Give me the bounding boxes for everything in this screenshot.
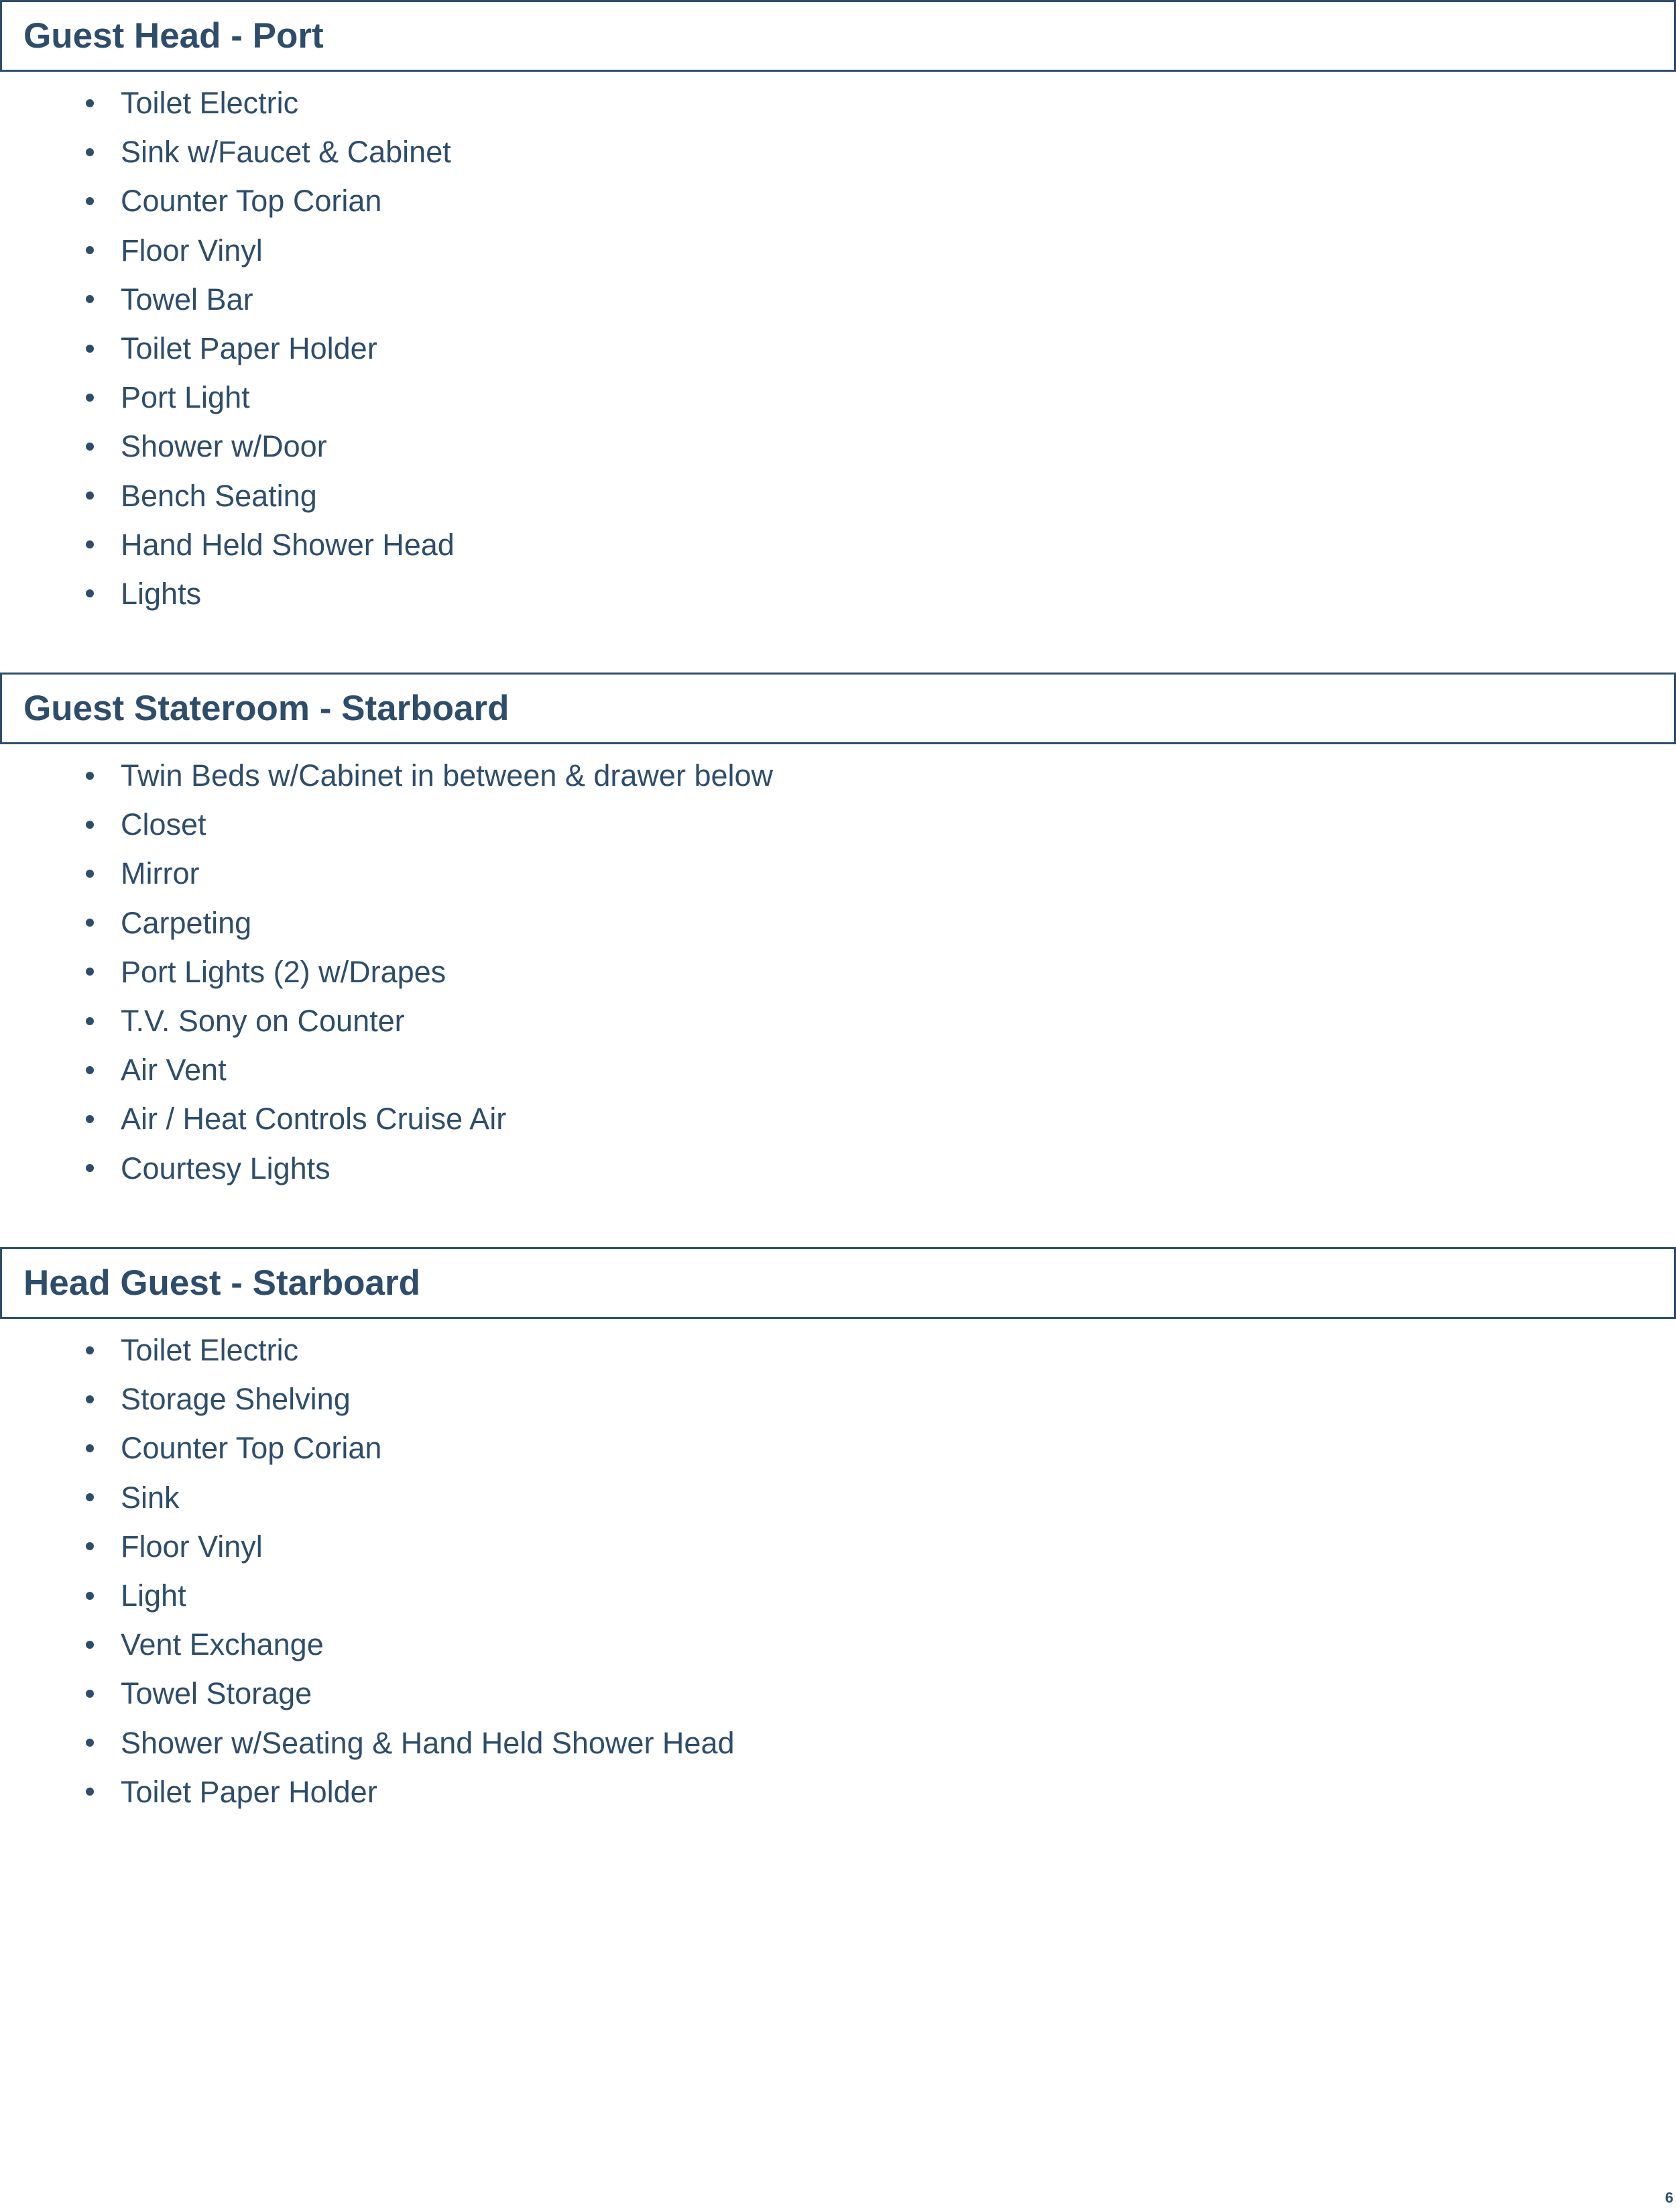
bullet-icon: [86, 1395, 94, 1403]
bullet-icon: [86, 491, 94, 500]
bullet-icon: [86, 1115, 94, 1123]
list-item: [0, 1767, 1676, 1816]
section-title: Guest Head - Port: [23, 16, 324, 56]
section-guest-head-port: [0, 0, 1676, 618]
list-item: [0, 1094, 1676, 1143]
list-item: [0, 1620, 1676, 1669]
bullet-icon: [86, 148, 94, 156]
list-item: [0, 1045, 1676, 1094]
bullet-icon: [86, 99, 94, 107]
list-item: [0, 947, 1676, 996]
bullet-icon: [86, 821, 94, 829]
list-item-label: Mirror: [121, 856, 200, 891]
bullet-icon: [86, 345, 94, 353]
list-item: [0, 520, 1676, 569]
list-item-label: Toilet Electric: [121, 86, 299, 120]
list-item: [0, 176, 1676, 225]
bullet-icon: [86, 246, 94, 254]
bullet-icon: [86, 968, 94, 976]
list-item-label: Vent Exchange: [121, 1627, 324, 1662]
list-item: [0, 1473, 1676, 1522]
item-list: [0, 1326, 1676, 1816]
bullet-icon: [86, 443, 94, 451]
list-item: [0, 422, 1676, 471]
list-item-label: Carpeting: [121, 905, 252, 940]
list-item: [0, 1669, 1676, 1718]
list-item-label: Counter Top Corian: [121, 184, 382, 219]
page-number: 6: [1665, 2189, 1673, 2206]
list-item-label: Sink: [121, 1480, 180, 1515]
list-item: [0, 1423, 1676, 1472]
item-list: [0, 751, 1676, 1193]
bullet-icon: [86, 1542, 94, 1550]
bullet-icon: [86, 1066, 94, 1074]
section-header: [0, 673, 1676, 744]
list-item-label: Air / Heat Controls Cruise Air: [121, 1102, 507, 1137]
list-item-label: Shower w/Seating & Hand Held Shower Head: [121, 1725, 735, 1760]
list-item: [0, 849, 1676, 898]
list-item: [0, 751, 1676, 800]
list-item: [0, 800, 1676, 849]
list-item: [0, 1144, 1676, 1193]
list-item: [0, 275, 1676, 324]
list-item: [0, 1375, 1676, 1423]
list-item: [0, 373, 1676, 422]
bullet-icon: [86, 1641, 94, 1649]
list-item-label: Twin Beds w/Cabinet in between & drawer below: [121, 758, 774, 793]
section-title: Guest Stateroom - Starboard: [23, 689, 510, 728]
list-item-label: Lights: [121, 576, 202, 611]
section-guest-stateroom-starboard: [0, 673, 1676, 1193]
list-item: [0, 78, 1676, 127]
bullet-icon: [86, 1493, 94, 1501]
bullet-icon: [86, 1739, 94, 1747]
bullet-icon: [86, 1690, 94, 1698]
section-header: [0, 1247, 1676, 1319]
bullet-icon: [86, 589, 94, 597]
list-item-label: Toilet Paper Holder: [121, 1774, 377, 1809]
list-item: [0, 471, 1676, 520]
list-item: [0, 324, 1676, 373]
bullet-icon: [86, 1788, 94, 1796]
list-item-label: Port Lights (2) w/Drapes: [121, 954, 446, 989]
bullet-icon: [86, 1346, 94, 1354]
list-item-label: Air Vent: [121, 1053, 227, 1088]
list-item-label: Storage Shelving: [121, 1382, 351, 1417]
list-item-label: Toilet Paper Holder: [121, 331, 377, 365]
list-item-label: Courtesy Lights: [121, 1151, 331, 1185]
bullet-icon: [86, 197, 94, 205]
bullet-icon: [86, 1017, 94, 1025]
list-item-label: Hand Held Shower Head: [121, 527, 455, 562]
bullet-icon: [86, 772, 94, 780]
list-item-label: Closet: [121, 807, 206, 842]
bullet-icon: [86, 1444, 94, 1452]
list-item-label: T.V. Sony on Counter: [121, 1003, 405, 1038]
section-title: Head Guest - Starboard: [23, 1263, 420, 1303]
list-item-label: Floor Vinyl: [121, 233, 263, 268]
bullet-icon: [86, 919, 94, 927]
list-item-label: Bench Seating: [121, 478, 317, 513]
list-item-label: Floor Vinyl: [121, 1529, 263, 1564]
section-head-guest-starboard: [0, 1247, 1676, 1816]
bullet-icon: [86, 540, 94, 548]
list-item: [0, 1719, 1676, 1767]
list-item-label: Light: [121, 1578, 186, 1613]
bullet-icon: [86, 1592, 94, 1600]
list-item-label: Port Light: [121, 380, 250, 415]
list-item-label: Counter Top Corian: [121, 1431, 382, 1466]
list-item-label: Towel Storage: [121, 1676, 312, 1711]
list-item: [0, 226, 1676, 275]
list-item: [0, 569, 1676, 618]
list-item: [0, 1522, 1676, 1571]
bullet-icon: [86, 1164, 94, 1172]
item-list: [0, 78, 1676, 618]
list-item-label: Sink w/Faucet & Cabinet: [121, 135, 451, 170]
list-item: [0, 1571, 1676, 1620]
list-item: [0, 127, 1676, 176]
list-item: [0, 898, 1676, 947]
bullet-icon: [86, 394, 94, 402]
list-item: [0, 1326, 1676, 1375]
list-item-label: Toilet Electric: [121, 1333, 299, 1367]
list-item-label: Shower w/Door: [121, 429, 327, 464]
bullet-icon: [86, 870, 94, 878]
bullet-icon: [86, 295, 94, 303]
list-item: [0, 996, 1676, 1045]
list-item-label: Towel Bar: [121, 282, 253, 316]
section-header: [0, 0, 1676, 72]
